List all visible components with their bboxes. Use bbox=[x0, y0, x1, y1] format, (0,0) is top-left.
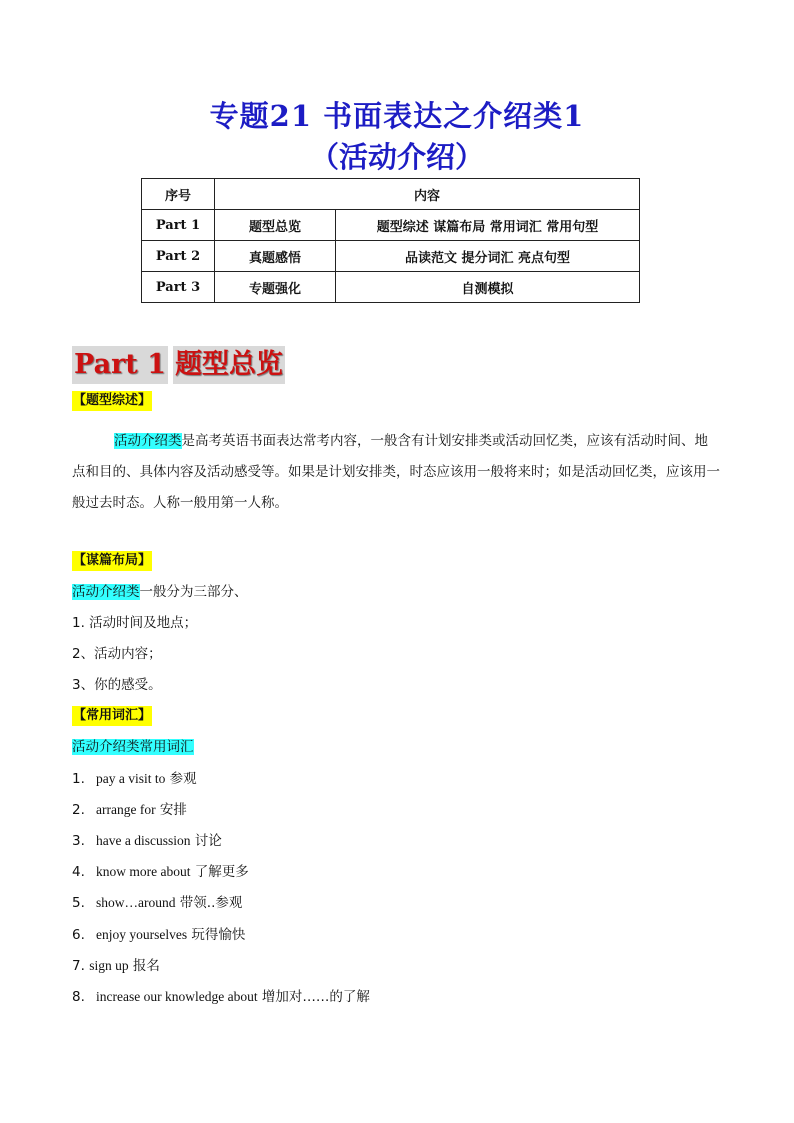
item-chinese: 讨论 bbox=[194, 833, 222, 849]
list-item bbox=[72, 800, 187, 820]
item-english: sign up bbox=[89, 958, 129, 973]
list-item: 2、活动内容； bbox=[72, 646, 162, 662]
item-english: know more about bbox=[96, 864, 191, 879]
item-chinese: 了解更多 bbox=[194, 864, 249, 880]
header-index: 序号 bbox=[142, 179, 215, 210]
layout-intro bbox=[72, 582, 248, 602]
vocab-heading-text: 活动介绍类常用词汇 bbox=[72, 739, 194, 755]
part1-title: 题型总览 bbox=[173, 346, 285, 384]
item-number: 4. bbox=[72, 864, 85, 880]
item-chinese: 玩得愉快 bbox=[191, 927, 246, 943]
row-part: Part 2 bbox=[142, 241, 215, 272]
item-chinese: 带领..参观 bbox=[179, 895, 243, 911]
row-content: 题型综述 谋篇布局 常用词汇 常用句型 bbox=[336, 210, 640, 241]
row-name: 题型总览 bbox=[215, 210, 336, 241]
layout-label: 【谋篇布局】 bbox=[72, 551, 152, 571]
document-title bbox=[0, 96, 794, 176]
item-chinese: 安排 bbox=[159, 802, 187, 818]
overview-paragraph bbox=[72, 426, 720, 519]
vocab-label: 【常用词汇】 bbox=[72, 706, 152, 726]
layout-intro-rest: 一般分为三部分、 bbox=[139, 584, 248, 600]
item-number: 5. bbox=[72, 895, 85, 911]
item-english: have a discussion bbox=[96, 833, 191, 848]
title-line-1: 专题21 书面表达之介绍类1 bbox=[209, 99, 585, 133]
list-item: 3、你的感受。 bbox=[72, 677, 162, 693]
layout-highlight: 活动介绍类 bbox=[72, 584, 140, 600]
title-line-2: （活动介绍） bbox=[309, 140, 484, 174]
row-part: Part 3 bbox=[142, 272, 215, 303]
item-chinese: 参观 bbox=[169, 771, 197, 787]
list-item bbox=[72, 893, 242, 913]
vocab-heading bbox=[72, 737, 194, 757]
table-row bbox=[142, 272, 640, 303]
list-item bbox=[72, 862, 249, 882]
item-chinese: 增加对……的了解 bbox=[261, 989, 370, 1005]
item-english: pay a visit to bbox=[96, 771, 166, 786]
item-number: 2. bbox=[72, 802, 85, 818]
list-item bbox=[72, 925, 245, 945]
overview-text: 是高考英语书面表达常考内容，一般含有计划安排类或活动回忆类，应该有活动时间、地点和目的、具体内容及活动感受等。如果是计划安排类，时态应该用一般将来时；如是活动回忆类，应该用一般过去时态。人称一般用第一人称。 bbox=[72, 433, 720, 511]
row-content: 自测模拟 bbox=[336, 272, 640, 303]
row-content: 品读范文 提分词汇 亮点句型 bbox=[336, 241, 640, 272]
item-english: enjoy yourselves bbox=[96, 927, 188, 942]
row-part: Part 1 bbox=[142, 210, 215, 241]
overview-highlight: 活动介绍类 bbox=[114, 433, 182, 449]
item-english: arrange for bbox=[96, 802, 156, 817]
overview-label: 【题型综述】 bbox=[72, 391, 152, 411]
item-number: 8. bbox=[72, 989, 85, 1005]
item-number: 3. bbox=[72, 833, 85, 849]
item-number: 6. bbox=[72, 927, 85, 943]
row-name: 真题感悟 bbox=[215, 241, 336, 272]
list-item bbox=[72, 831, 222, 851]
table-header-row bbox=[142, 179, 640, 210]
header-content: 内容 bbox=[215, 179, 640, 210]
part1-heading bbox=[72, 346, 285, 384]
list-item bbox=[72, 987, 370, 1007]
list-item bbox=[72, 956, 160, 976]
row-name: 专题强化 bbox=[215, 272, 336, 303]
list-item: 1. 活动时间及地点； bbox=[72, 615, 198, 631]
item-english: show…around bbox=[96, 895, 176, 910]
item-english: increase our knowledge about bbox=[96, 989, 258, 1004]
part1-label: Part 1 bbox=[72, 346, 168, 384]
item-number: 7. bbox=[72, 958, 85, 974]
item-chinese: 报名 bbox=[132, 958, 160, 974]
table-row bbox=[142, 210, 640, 241]
contents-table bbox=[141, 178, 640, 303]
item-number: 1. bbox=[72, 771, 85, 787]
list-item bbox=[72, 769, 197, 789]
table-row bbox=[142, 241, 640, 272]
